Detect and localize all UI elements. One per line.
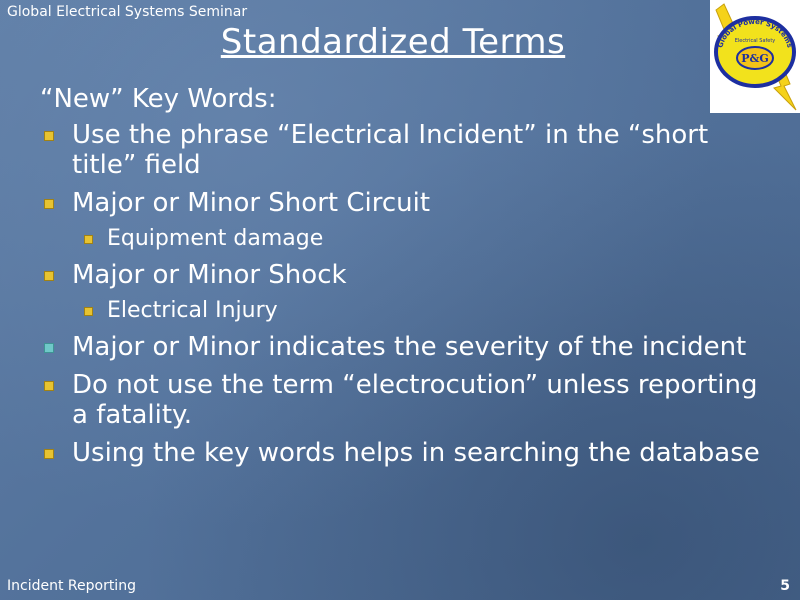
slide-title: Standardized Terms bbox=[220, 22, 566, 62]
bullet-item bbox=[40, 332, 780, 362]
sub-bullet-square-icon bbox=[84, 235, 93, 244]
bullet-square-icon bbox=[44, 131, 54, 141]
bullet-square-icon bbox=[44, 343, 54, 353]
bullet-item bbox=[40, 438, 780, 468]
logo-subtitle: Electrical Safety bbox=[734, 38, 776, 44]
footer-section-label: Incident Reporting bbox=[7, 578, 136, 594]
bullet-text: Using the key words helps in searching the database bbox=[72, 438, 760, 468]
bullet-text: Major or Minor Shock bbox=[72, 260, 347, 290]
bullet-text: Do not use the term “electrocution” unless reporting a fatality. bbox=[72, 370, 758, 430]
page-number: 5 bbox=[780, 578, 790, 594]
sub-bullet-text: Electrical Injury bbox=[107, 298, 278, 323]
sub-bullet-square-icon bbox=[84, 307, 93, 316]
bullet-text: Major or Minor indicates the severity of the incident bbox=[72, 332, 747, 362]
bullet-item bbox=[40, 188, 780, 218]
logo-brand: P&G bbox=[741, 52, 769, 65]
slide-content bbox=[40, 84, 780, 476]
logo-arc-text: Global Power Systems bbox=[716, 17, 794, 49]
bullet-text: Major or Minor Short Circuit bbox=[72, 188, 431, 218]
sub-bullet-item bbox=[40, 298, 780, 324]
bullet-square-icon bbox=[44, 381, 54, 391]
bullet-square-icon bbox=[44, 199, 54, 209]
intro-line: “New” Key Words: bbox=[40, 84, 277, 114]
bullet-item bbox=[40, 260, 780, 290]
sub-bullet-item bbox=[40, 226, 780, 252]
bullet-item bbox=[40, 120, 780, 180]
bullet-text: Use the phrase “Electrical Incident” in the “short title” field bbox=[72, 120, 709, 180]
bullet-square-icon bbox=[44, 449, 54, 459]
bullet-square-icon bbox=[44, 271, 54, 281]
seminar-title: Global Electrical Systems Seminar bbox=[7, 4, 248, 20]
sub-bullet-text: Equipment damage bbox=[107, 226, 324, 251]
bullet-item bbox=[40, 370, 780, 430]
